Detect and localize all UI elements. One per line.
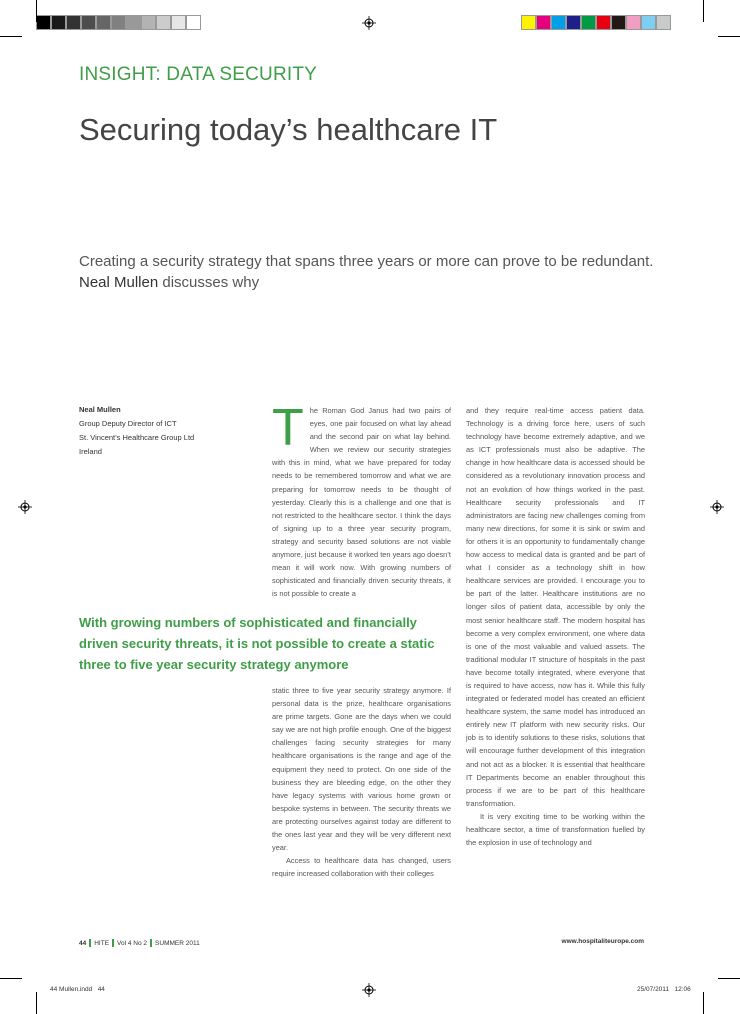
color-swatch — [611, 15, 626, 30]
crop-mark — [703, 0, 704, 22]
standfirst-tail: discusses why — [158, 274, 260, 291]
paragraph-text: static three to five year security strategy anymore. If personal data is the prize, healthcare organisations are prime targets. Gone are the days when we could say we are not high profile enough. One of the biggest challenges facing security strategies for many healthcare organisations is the range and age of the equipment they need to protect. On one side of the business they are bleeding edge, on the other they have legacy systems with various home grown or bespoke systems in between. The security threats we are protecting ourselves against today are different to the ones last year and they will be very different next year. — [272, 686, 451, 853]
color-swatch — [36, 15, 51, 30]
paragraph-text: and they require real-time access patient data. Technology is a driving force here, users of such technology have become extremely adaptive, and we as ICT professionals must also be adaptive. The change in how healthcare data is accessed should be considered as a revolutionary innovation process and not an evolution of how things worked in the past. Healthcare security professionals and IT administrators are facing new challenges coming from many new directions, for some it is sink or swim and for others it is an opportunity to fundamentally change how access to medical data is granted and be part of what I consider as a technology shift in how healthcare services are provided. I encourage you to be part of the latter. Healthcare institutions are no longer silos of patient data, accessible by only the most senior healthcare staff. The modern hospital has become a very complex environment, one where data is one of the most valuable and valued assets. The traditional modular IT structure of hospitals in the past have become totally integrated, where everyone that is required to have access, now has it. While this fully integrated or federated model has created an efficient healthcare system, the same model has introduced an entirely new IT platform with new security risks. Our job is to identify solutions to these risks, solutions that will encourage further development of this integration and not act as a blocker. It is essential that healthcare IT Departments become an enabler throughout this process if we are to be part of this healthcare transformation. — [466, 406, 645, 808]
author-name: Neal Mullen — [79, 405, 121, 414]
crop-mark — [0, 978, 22, 979]
color-swatch — [551, 15, 566, 30]
website-url: www.hospitaliteurope.com — [561, 938, 644, 945]
color-swatch — [536, 15, 551, 30]
footer-divider — [89, 939, 91, 947]
registration-mark-icon — [710, 500, 724, 514]
section-kicker: INSIGHT: DATA SECURITY — [79, 64, 318, 85]
page-footer — [79, 939, 200, 947]
footer-divider — [150, 939, 152, 947]
crop-mark — [718, 978, 740, 979]
color-swatch — [566, 15, 581, 30]
body-column-2 — [466, 404, 645, 849]
article-title: Securing today’s healthcare IT — [79, 112, 498, 147]
file-slug: 44 Mullen.indd 44 — [50, 986, 105, 993]
issue-season: SUMMER 2011 — [155, 939, 200, 947]
author-country: Ireland — [79, 447, 102, 456]
color-swatch — [96, 15, 111, 30]
color-swatch — [186, 15, 201, 30]
color-swatch — [521, 15, 536, 30]
crop-mark — [718, 36, 740, 37]
footer-divider — [112, 939, 114, 947]
crop-mark — [36, 992, 37, 1014]
standfirst-author: Neal Mullen — [79, 274, 159, 291]
color-swatch — [126, 15, 141, 30]
color-swatch — [596, 15, 611, 30]
color-swatch — [51, 15, 66, 30]
color-swatch — [656, 15, 671, 30]
cmyk-color-bar — [521, 15, 671, 30]
color-swatch — [141, 15, 156, 30]
crop-mark — [0, 36, 22, 37]
crop-mark — [36, 0, 37, 22]
author-organisation: St. Vincent’s Healthcare Group Ltd — [79, 433, 195, 442]
registration-mark-icon — [362, 983, 376, 997]
page-number: 44 — [79, 939, 87, 947]
paragraph-text: Access to healthcare data has changed, users require increased collaboration with their colleges — [272, 856, 451, 879]
color-swatch — [156, 15, 171, 30]
drop-cap: T — [272, 399, 304, 457]
crop-mark — [703, 992, 704, 1014]
body-column-1-upper — [272, 399, 451, 600]
color-swatch — [66, 15, 81, 30]
author-box — [79, 403, 194, 459]
publication-name: HITE — [94, 939, 110, 947]
registration-mark-icon — [362, 16, 376, 30]
color-swatch — [641, 15, 656, 30]
standfirst — [79, 251, 659, 293]
standfirst-text: Creating a security strategy that spans three years or more can prove to be redundant. — [79, 253, 654, 270]
color-swatch — [81, 15, 96, 30]
registration-mark-icon — [18, 500, 32, 514]
issue-number: Vol 4 No 2 — [117, 939, 148, 947]
grayscale-color-bar — [36, 15, 201, 30]
pull-quote: With growing numbers of sophisticated and financially driven security threats, it is not possible to create a static three to five year security strategy anymore — [79, 615, 435, 672]
paragraph-text: It is very exciting time to be working within the healthcare sector, a time of transformation fuelled by the explosion in use of technology and — [466, 811, 645, 848]
color-swatch — [171, 15, 186, 30]
author-role: Group Deputy Director of ICT — [79, 419, 177, 428]
color-swatch — [111, 15, 126, 30]
body-column-1-lower — [272, 684, 451, 880]
date-slug: 25/07/2011 12:06 — [637, 986, 691, 993]
color-swatch — [581, 15, 596, 30]
paragraph-text: he Roman God Janus had two pairs of eyes, one pair focused on what lay ahead and the second pair on what lay behind. When we review our security strategies with this in mind, what we have prepared for today needs to be remembered tomorrow and what we are preparing for tomorrow needs to be thought of yesterday. Clearly this is a challenge and one that is not restricted to the healthcare sector. I think the days of signing up to a three year security program, strategy and security based solutions are not viable anymore, just because it worked ten years ago doesn’t mean it will work now. With growing numbers of sophisticated and financially driven security threats, it is not possible to create a — [272, 406, 451, 599]
color-swatch — [626, 15, 641, 30]
